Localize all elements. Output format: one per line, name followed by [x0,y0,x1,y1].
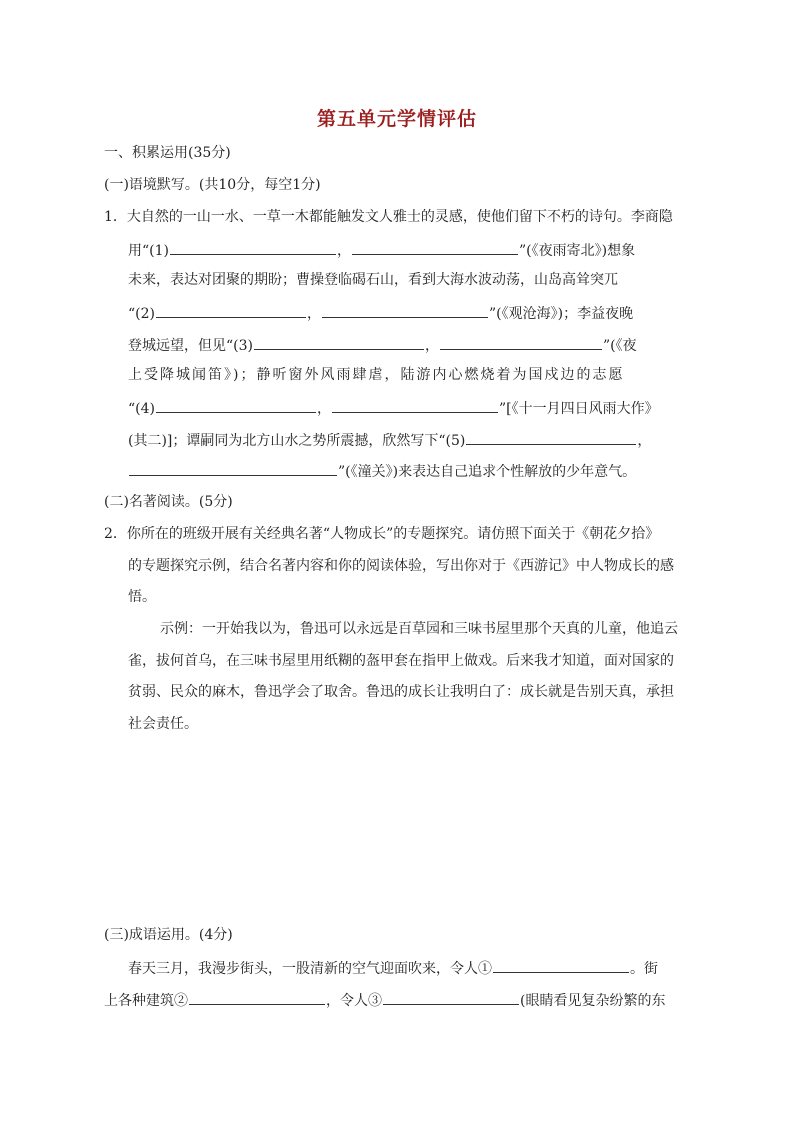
question-1-line: 用“(1) ， ”(《夜雨寄北》)想象 [128,239,704,261]
answer-blank-3a[interactable] [254,334,424,350]
answer-blank-1a[interactable] [170,239,336,255]
question-2-line: 的专题探究示例，结合名著内容和你的阅读体验，写出你对于《西游记》中人物成长的感 [128,558,674,574]
question-2-line: 2．你所在的班级开展有关经典名著“人物成长”的专题探究。请仿照下面关于《朝花夕拾》 [104,526,660,542]
idiom-blank-3[interactable] [383,989,519,1005]
answer-blank-4a[interactable] [156,397,316,413]
answer-blank-2b[interactable] [322,302,488,318]
question-1-line: 1．大自然的一山一水、一草一木都能触发文人雅士的灵感，使他们留下不朽的诗句。李商隐 [104,209,673,225]
question-1-line: “(2) ， ”(《观沧海》)；李益夜晚 [128,302,704,324]
answer-blank-4b[interactable] [332,397,498,413]
question-number: 2． [104,526,127,542]
page-title: 第五单元学情评估 [316,108,477,130]
question-2-line: 悟。 [128,589,156,605]
example-line: 示例：一开始我以为，鲁迅可以永远是百草园和三味书屋里那个天真的儿童，他追云 [160,621,678,637]
part3-line: 春天三月，我漫步街头，一股清新的空气迎面吹来，令人① 。街 [128,957,704,979]
answer-blank-3b[interactable] [440,334,602,350]
part1-heading: (一)语境默写。(共10分，每空1分) [104,177,321,193]
example-line: 社会责任。 [128,716,198,732]
example-line: 雀，拔何首乌，在三味书屋里用纸糊的盔甲套在指甲上做戏。后来我才知道，面对国家的 [128,653,674,669]
question-1-line: 登城远望，但见“(3) ， ”(《夜 [128,334,704,356]
answer-blank-2a[interactable] [156,302,306,318]
part2-heading: (二)名著阅读。(5分) [104,494,233,510]
answer-blank-5a[interactable] [466,429,636,445]
question-1-line: “(4) ， ”[《十一月四日风雨大作》 [128,397,704,419]
idiom-blank-2[interactable] [189,989,325,1005]
section-heading: 一、积累运用(35分) [104,145,231,161]
question-1-line: 未来，表达对团聚的期盼；曹操登临碣石山，看到大海水波动荡，山岛高耸突兀 [128,272,618,288]
answer-blank-1b[interactable] [352,239,518,255]
answer-blank-5b[interactable] [129,460,337,476]
example-line: 贫弱、民众的麻木，鲁迅学会了取舍。鲁迅的成长让我明白了：成长就是告别天真，承担 [128,684,674,700]
question-1-line: 上受降城闻笛》)；静听窗外风雨肆虐，陆游内心燃烧着为国戍边的志愿 [128,367,625,383]
part3-heading: (三)成语运用。(4分) [104,927,233,943]
idiom-blank-1[interactable] [493,957,629,973]
part3-line: 上各种建筑② ，令人③ (眼睛看见复杂纷繁的东 [104,989,680,1011]
question-1-line: (其二)]；谭嗣同为北方山水之势所震撼，欣然写下“(5) ， [128,429,704,451]
question-number: 1． [104,209,127,225]
question-1-line: ”(《潼关》)来表达自己追求个性解放的少年意气。 [128,460,704,482]
